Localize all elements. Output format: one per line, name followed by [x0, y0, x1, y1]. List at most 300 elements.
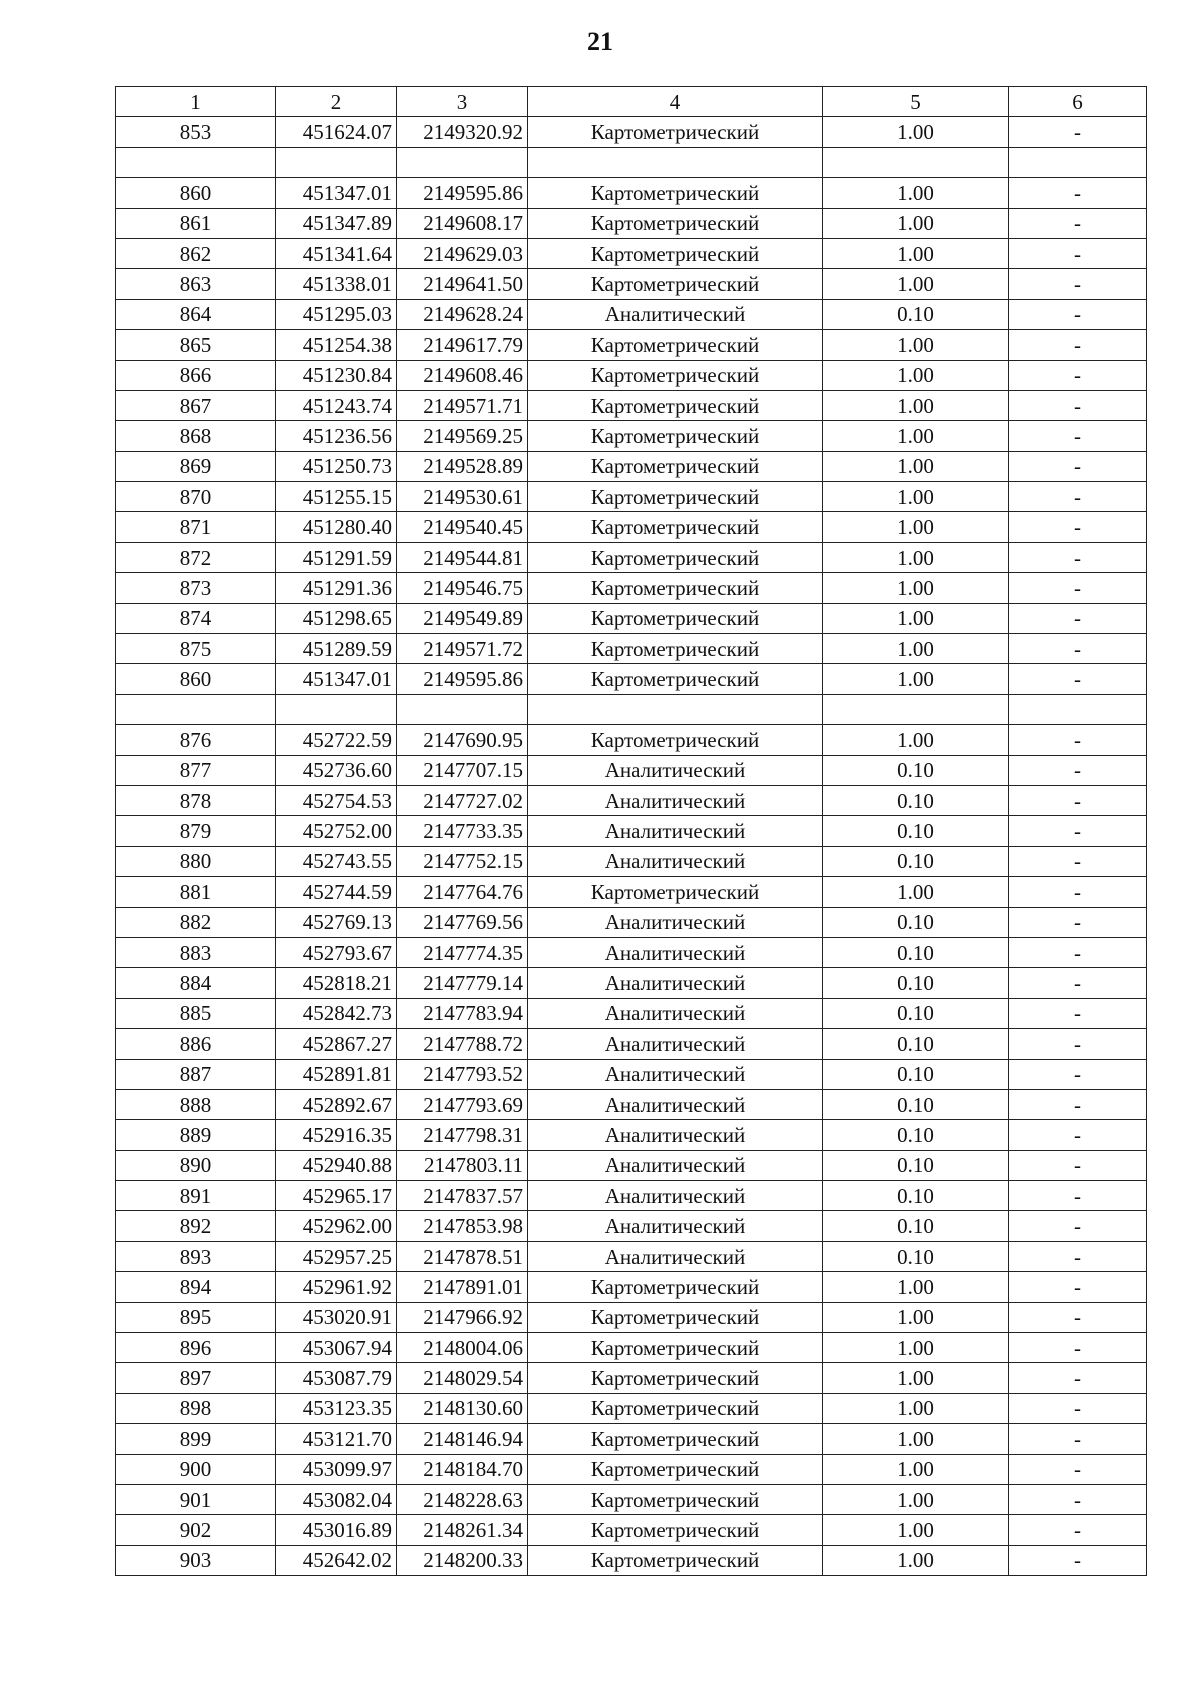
x-coordinate-cell: 452957.25 — [276, 1241, 397, 1271]
x-coordinate-cell: 452916.35 — [276, 1120, 397, 1150]
method-cell: Картометрический — [528, 1484, 823, 1514]
method-cell: Аналитический — [528, 755, 823, 785]
y-coordinate-cell: 2148200.33 — [397, 1545, 528, 1575]
table-row — [116, 390, 1147, 420]
x-coordinate-cell: 453123.35 — [276, 1393, 397, 1423]
note-cell: - — [1009, 877, 1147, 907]
note-cell — [1009, 694, 1147, 724]
table-row — [116, 1272, 1147, 1302]
x-coordinate-cell — [276, 694, 397, 724]
x-coordinate-cell: 451291.36 — [276, 573, 397, 603]
x-coordinate-cell: 452965.17 — [276, 1181, 397, 1211]
table-row — [116, 907, 1147, 937]
note-cell: - — [1009, 178, 1147, 208]
method-cell: Картометрический — [528, 1363, 823, 1393]
accuracy-cell: 0.10 — [823, 937, 1009, 967]
note-cell: - — [1009, 755, 1147, 785]
method-cell: Аналитический — [528, 1059, 823, 1089]
accuracy-cell: 1.00 — [823, 269, 1009, 299]
note-cell: - — [1009, 1454, 1147, 1484]
note-cell: - — [1009, 269, 1147, 299]
point-number-cell: 879 — [116, 816, 276, 846]
method-cell: Картометрический — [528, 1424, 823, 1454]
x-coordinate-cell: 452891.81 — [276, 1059, 397, 1089]
method-cell: Картометрический — [528, 634, 823, 664]
accuracy-cell: 0.10 — [823, 755, 1009, 785]
point-number-cell: 888 — [116, 1089, 276, 1119]
y-coordinate-cell: 2148146.94 — [397, 1424, 528, 1454]
y-coordinate-cell: 2149571.71 — [397, 390, 528, 420]
accuracy-cell: 0.10 — [823, 1059, 1009, 1089]
note-cell: - — [1009, 1484, 1147, 1514]
page-number: 21 — [587, 27, 613, 56]
accuracy-cell: 1.00 — [823, 634, 1009, 664]
x-coordinate-cell — [276, 147, 397, 177]
note-cell: - — [1009, 208, 1147, 238]
y-coordinate-cell: 2147733.35 — [397, 816, 528, 846]
accuracy-cell: 1.00 — [823, 1515, 1009, 1545]
y-coordinate-cell: 2147803.11 — [397, 1150, 528, 1180]
x-coordinate-cell: 452818.21 — [276, 968, 397, 998]
method-cell: Аналитический — [528, 785, 823, 815]
table-row — [116, 694, 1147, 724]
y-coordinate-cell: 2149608.46 — [397, 360, 528, 390]
accuracy-cell: 0.10 — [823, 785, 1009, 815]
note-cell: - — [1009, 1029, 1147, 1059]
x-coordinate-cell: 452642.02 — [276, 1545, 397, 1575]
header-row — [116, 87, 1147, 117]
table-row — [116, 451, 1147, 481]
x-coordinate-cell: 453016.89 — [276, 1515, 397, 1545]
y-coordinate-cell: 2149544.81 — [397, 542, 528, 572]
point-number-cell: 872 — [116, 542, 276, 572]
accuracy-cell: 1.00 — [823, 117, 1009, 147]
method-cell: Картометрический — [528, 603, 823, 633]
table-row — [116, 573, 1147, 603]
method-cell: Аналитический — [528, 1029, 823, 1059]
table-row — [116, 1302, 1147, 1332]
note-cell: - — [1009, 451, 1147, 481]
method-cell: Картометрический — [528, 269, 823, 299]
x-coordinate-cell: 451624.07 — [276, 117, 397, 147]
x-coordinate-cell: 451347.89 — [276, 208, 397, 238]
x-coordinate-cell: 453082.04 — [276, 1484, 397, 1514]
accuracy-cell: 0.10 — [823, 968, 1009, 998]
note-cell: - — [1009, 1120, 1147, 1150]
x-coordinate-cell: 453087.79 — [276, 1363, 397, 1393]
y-coordinate-cell: 2149617.79 — [397, 330, 528, 360]
point-number-cell: 883 — [116, 937, 276, 967]
note-cell: - — [1009, 1059, 1147, 1089]
y-coordinate-cell: 2148130.60 — [397, 1393, 528, 1423]
table-row — [116, 1241, 1147, 1271]
y-coordinate-cell: 2147707.15 — [397, 755, 528, 785]
method-cell: Картометрический — [528, 1333, 823, 1363]
method-cell: Аналитический — [528, 1181, 823, 1211]
note-cell: - — [1009, 330, 1147, 360]
point-number-cell: 875 — [116, 634, 276, 664]
method-cell — [528, 694, 823, 724]
x-coordinate-cell: 452842.73 — [276, 998, 397, 1028]
accuracy-cell: 0.10 — [823, 1150, 1009, 1180]
accuracy-cell: 1.00 — [823, 1302, 1009, 1332]
column-header-1: 1 — [116, 87, 276, 117]
method-cell — [528, 147, 823, 177]
accuracy-cell: 1.00 — [823, 1363, 1009, 1393]
note-cell: - — [1009, 725, 1147, 755]
accuracy-cell: 1.00 — [823, 330, 1009, 360]
accuracy-cell: 1.00 — [823, 1272, 1009, 1302]
x-coordinate-cell: 453099.97 — [276, 1454, 397, 1484]
accuracy-cell: 1.00 — [823, 877, 1009, 907]
y-coordinate-cell: 2147891.01 — [397, 1272, 528, 1302]
table-row — [116, 937, 1147, 967]
x-coordinate-cell: 452793.67 — [276, 937, 397, 967]
method-cell: Картометрический — [528, 1545, 823, 1575]
note-cell: - — [1009, 1515, 1147, 1545]
accuracy-cell: 1.00 — [823, 360, 1009, 390]
accuracy-cell: 1.00 — [823, 390, 1009, 420]
note-cell: - — [1009, 603, 1147, 633]
accuracy-cell: 1.00 — [823, 178, 1009, 208]
x-coordinate-cell: 451250.73 — [276, 451, 397, 481]
method-cell: Картометрический — [528, 1272, 823, 1302]
table-row — [116, 785, 1147, 815]
table-row — [116, 299, 1147, 329]
method-cell: Картометрический — [528, 573, 823, 603]
x-coordinate-cell: 452722.59 — [276, 725, 397, 755]
x-coordinate-cell: 451341.64 — [276, 238, 397, 268]
y-coordinate-cell — [397, 147, 528, 177]
accuracy-cell: 0.10 — [823, 998, 1009, 1028]
table-row — [116, 1484, 1147, 1514]
table-row — [116, 1120, 1147, 1150]
method-cell: Картометрический — [528, 330, 823, 360]
point-number-cell: 863 — [116, 269, 276, 299]
note-cell: - — [1009, 1363, 1147, 1393]
y-coordinate-cell: 2148261.34 — [397, 1515, 528, 1545]
point-number-cell: 862 — [116, 238, 276, 268]
x-coordinate-cell: 451338.01 — [276, 269, 397, 299]
y-coordinate-cell: 2147837.57 — [397, 1181, 528, 1211]
y-coordinate-cell: 2149641.50 — [397, 269, 528, 299]
method-cell: Картометрический — [528, 482, 823, 512]
note-cell: - — [1009, 968, 1147, 998]
method-cell: Аналитический — [528, 968, 823, 998]
x-coordinate-cell: 452769.13 — [276, 907, 397, 937]
x-coordinate-cell: 452752.00 — [276, 816, 397, 846]
y-coordinate-cell: 2149595.86 — [397, 664, 528, 694]
x-coordinate-cell: 453121.70 — [276, 1424, 397, 1454]
column-header-2: 2 — [276, 87, 397, 117]
y-coordinate-cell: 2147764.76 — [397, 877, 528, 907]
x-coordinate-cell: 452867.27 — [276, 1029, 397, 1059]
method-cell: Аналитический — [528, 1089, 823, 1119]
note-cell: - — [1009, 1089, 1147, 1119]
y-coordinate-cell: 2147769.56 — [397, 907, 528, 937]
table-row — [116, 816, 1147, 846]
y-coordinate-cell: 2149528.89 — [397, 451, 528, 481]
method-cell: Картометрический — [528, 360, 823, 390]
method-cell: Аналитический — [528, 1211, 823, 1241]
y-coordinate-cell: 2147779.14 — [397, 968, 528, 998]
note-cell: - — [1009, 1181, 1147, 1211]
table-row — [116, 725, 1147, 755]
table-row — [116, 1089, 1147, 1119]
method-cell: Картометрический — [528, 542, 823, 572]
y-coordinate-cell: 2149569.25 — [397, 421, 528, 451]
method-cell: Аналитический — [528, 998, 823, 1028]
accuracy-cell: 1.00 — [823, 1333, 1009, 1363]
accuracy-cell: 0.10 — [823, 1029, 1009, 1059]
table-row — [116, 421, 1147, 451]
method-cell: Картометрический — [528, 208, 823, 238]
accuracy-cell: 0.10 — [823, 816, 1009, 846]
y-coordinate-cell: 2149629.03 — [397, 238, 528, 268]
y-coordinate-cell: 2148029.54 — [397, 1363, 528, 1393]
y-coordinate-cell: 2149546.75 — [397, 573, 528, 603]
table-row — [116, 238, 1147, 268]
table-row — [116, 1363, 1147, 1393]
x-coordinate-cell: 451289.59 — [276, 634, 397, 664]
point-number-cell: 901 — [116, 1484, 276, 1514]
note-cell: - — [1009, 1333, 1147, 1363]
point-number-cell: 880 — [116, 846, 276, 876]
method-cell: Картометрический — [528, 512, 823, 542]
note-cell: - — [1009, 482, 1147, 512]
point-number-cell: 866 — [116, 360, 276, 390]
x-coordinate-cell: 452736.60 — [276, 755, 397, 785]
x-coordinate-cell: 452754.53 — [276, 785, 397, 815]
point-number-cell: 892 — [116, 1211, 276, 1241]
table-row — [116, 178, 1147, 208]
method-cell: Картометрический — [528, 1393, 823, 1423]
method-cell: Картометрический — [528, 664, 823, 694]
point-number-cell: 896 — [116, 1333, 276, 1363]
method-cell: Картометрический — [528, 1515, 823, 1545]
note-cell — [1009, 147, 1147, 177]
point-number-cell — [116, 147, 276, 177]
accuracy-cell: 0.10 — [823, 1120, 1009, 1150]
accuracy-cell: 1.00 — [823, 1393, 1009, 1423]
point-number-cell: 867 — [116, 390, 276, 420]
point-number-cell: 885 — [116, 998, 276, 1028]
point-number-cell: 868 — [116, 421, 276, 451]
note-cell: - — [1009, 1545, 1147, 1575]
point-number-cell: 903 — [116, 1545, 276, 1575]
x-coordinate-cell: 451291.59 — [276, 542, 397, 572]
method-cell: Картометрический — [528, 117, 823, 147]
method-cell: Аналитический — [528, 816, 823, 846]
note-cell: - — [1009, 664, 1147, 694]
coordinates-table — [115, 86, 1147, 1576]
note-cell: - — [1009, 1393, 1147, 1423]
point-number-cell: 899 — [116, 1424, 276, 1454]
table-row — [116, 208, 1147, 238]
accuracy-cell: 1.00 — [823, 482, 1009, 512]
note-cell: - — [1009, 846, 1147, 876]
note-cell: - — [1009, 816, 1147, 846]
y-coordinate-cell: 2147690.95 — [397, 725, 528, 755]
point-number-cell: 864 — [116, 299, 276, 329]
method-cell: Картометрический — [528, 421, 823, 451]
column-header-3: 3 — [397, 87, 528, 117]
table-row — [116, 1150, 1147, 1180]
table-row — [116, 1393, 1147, 1423]
table-row — [116, 542, 1147, 572]
x-coordinate-cell: 452743.55 — [276, 846, 397, 876]
table-header — [116, 87, 1147, 117]
accuracy-cell: 1.00 — [823, 512, 1009, 542]
method-cell: Картометрический — [528, 178, 823, 208]
accuracy-cell: 0.10 — [823, 1211, 1009, 1241]
table-row — [116, 482, 1147, 512]
method-cell: Картометрический — [528, 1302, 823, 1332]
point-number-cell: 861 — [116, 208, 276, 238]
accuracy-cell: 1.00 — [823, 542, 1009, 572]
note-cell: - — [1009, 1241, 1147, 1271]
y-coordinate-cell: 2148184.70 — [397, 1454, 528, 1484]
x-coordinate-cell: 453020.91 — [276, 1302, 397, 1332]
x-coordinate-cell: 451255.15 — [276, 482, 397, 512]
note-cell: - — [1009, 512, 1147, 542]
point-number-cell: 898 — [116, 1393, 276, 1423]
point-number-cell: 893 — [116, 1241, 276, 1271]
y-coordinate-cell: 2147853.98 — [397, 1211, 528, 1241]
method-cell: Картометрический — [528, 1454, 823, 1484]
table-row — [116, 360, 1147, 390]
method-cell: Аналитический — [528, 846, 823, 876]
x-coordinate-cell: 451347.01 — [276, 178, 397, 208]
accuracy-cell: 0.10 — [823, 907, 1009, 937]
note-cell: - — [1009, 1424, 1147, 1454]
table-row — [116, 1059, 1147, 1089]
table-row — [116, 117, 1147, 147]
x-coordinate-cell: 452892.67 — [276, 1089, 397, 1119]
point-number-cell: 860 — [116, 178, 276, 208]
x-coordinate-cell: 451295.03 — [276, 299, 397, 329]
point-number-cell: 873 — [116, 573, 276, 603]
point-number-cell: 881 — [116, 877, 276, 907]
table-row — [116, 998, 1147, 1028]
y-coordinate-cell: 2147966.92 — [397, 1302, 528, 1332]
table-row — [116, 1454, 1147, 1484]
x-coordinate-cell: 451236.56 — [276, 421, 397, 451]
note-cell: - — [1009, 1272, 1147, 1302]
accuracy-cell: 0.10 — [823, 299, 1009, 329]
note-cell: - — [1009, 634, 1147, 664]
table-row — [116, 634, 1147, 664]
table-row — [116, 1029, 1147, 1059]
table-row — [116, 1181, 1147, 1211]
point-number-cell: 878 — [116, 785, 276, 815]
accuracy-cell: 1.00 — [823, 573, 1009, 603]
x-coordinate-cell: 451298.65 — [276, 603, 397, 633]
y-coordinate-cell: 2147788.72 — [397, 1029, 528, 1059]
method-cell: Аналитический — [528, 1120, 823, 1150]
accuracy-cell — [823, 694, 1009, 724]
point-number-cell: 897 — [116, 1363, 276, 1393]
table-row — [116, 330, 1147, 360]
accuracy-cell: 1.00 — [823, 1454, 1009, 1484]
y-coordinate-cell: 2147752.15 — [397, 846, 528, 876]
note-cell: - — [1009, 238, 1147, 268]
point-number-cell: 891 — [116, 1181, 276, 1211]
table-body — [116, 117, 1147, 1576]
method-cell: Картометрический — [528, 877, 823, 907]
note-cell: - — [1009, 937, 1147, 967]
method-cell: Картометрический — [528, 725, 823, 755]
table-row — [116, 1515, 1147, 1545]
point-number-cell: 865 — [116, 330, 276, 360]
accuracy-cell: 1.00 — [823, 421, 1009, 451]
y-coordinate-cell: 2149320.92 — [397, 117, 528, 147]
point-number-cell: 895 — [116, 1302, 276, 1332]
table-row — [116, 269, 1147, 299]
accuracy-cell: 1.00 — [823, 664, 1009, 694]
accuracy-cell: 1.00 — [823, 451, 1009, 481]
note-cell: - — [1009, 1211, 1147, 1241]
x-coordinate-cell: 451254.38 — [276, 330, 397, 360]
point-number-cell: 882 — [116, 907, 276, 937]
accuracy-cell: 1.00 — [823, 1545, 1009, 1575]
note-cell: - — [1009, 117, 1147, 147]
y-coordinate-cell: 2149628.24 — [397, 299, 528, 329]
note-cell: - — [1009, 360, 1147, 390]
point-number-cell: 870 — [116, 482, 276, 512]
y-coordinate-cell: 2149571.72 — [397, 634, 528, 664]
accuracy-cell: 1.00 — [823, 1424, 1009, 1454]
y-coordinate-cell: 2147793.52 — [397, 1059, 528, 1089]
table-row — [116, 877, 1147, 907]
x-coordinate-cell: 451347.01 — [276, 664, 397, 694]
note-cell: - — [1009, 542, 1147, 572]
method-cell: Аналитический — [528, 299, 823, 329]
table-row — [116, 603, 1147, 633]
x-coordinate-cell: 451243.74 — [276, 390, 397, 420]
method-cell: Картометрический — [528, 390, 823, 420]
table-row — [116, 1211, 1147, 1241]
note-cell: - — [1009, 299, 1147, 329]
point-number-cell: 884 — [116, 968, 276, 998]
x-coordinate-cell: 452961.92 — [276, 1272, 397, 1302]
table-row — [116, 1545, 1147, 1575]
method-cell: Аналитический — [528, 1241, 823, 1271]
y-coordinate-cell: 2149540.45 — [397, 512, 528, 542]
accuracy-cell: 0.10 — [823, 846, 1009, 876]
y-coordinate-cell: 2147774.35 — [397, 937, 528, 967]
table-row — [116, 846, 1147, 876]
point-number-cell: 889 — [116, 1120, 276, 1150]
point-number-cell: 902 — [116, 1515, 276, 1545]
y-coordinate-cell: 2148228.63 — [397, 1484, 528, 1514]
accuracy-cell: 0.10 — [823, 1241, 1009, 1271]
point-number-cell: 900 — [116, 1454, 276, 1484]
table-row — [116, 968, 1147, 998]
method-cell: Картометрический — [528, 238, 823, 268]
column-header-4: 4 — [528, 87, 823, 117]
accuracy-cell: 0.10 — [823, 1181, 1009, 1211]
point-number-cell: 853 — [116, 117, 276, 147]
y-coordinate-cell: 2147878.51 — [397, 1241, 528, 1271]
x-coordinate-cell: 453067.94 — [276, 1333, 397, 1363]
table-row — [116, 1333, 1147, 1363]
note-cell: - — [1009, 785, 1147, 815]
accuracy-cell: 1.00 — [823, 725, 1009, 755]
note-cell: - — [1009, 1302, 1147, 1332]
point-number-cell: 890 — [116, 1150, 276, 1180]
y-coordinate-cell: 2149530.61 — [397, 482, 528, 512]
